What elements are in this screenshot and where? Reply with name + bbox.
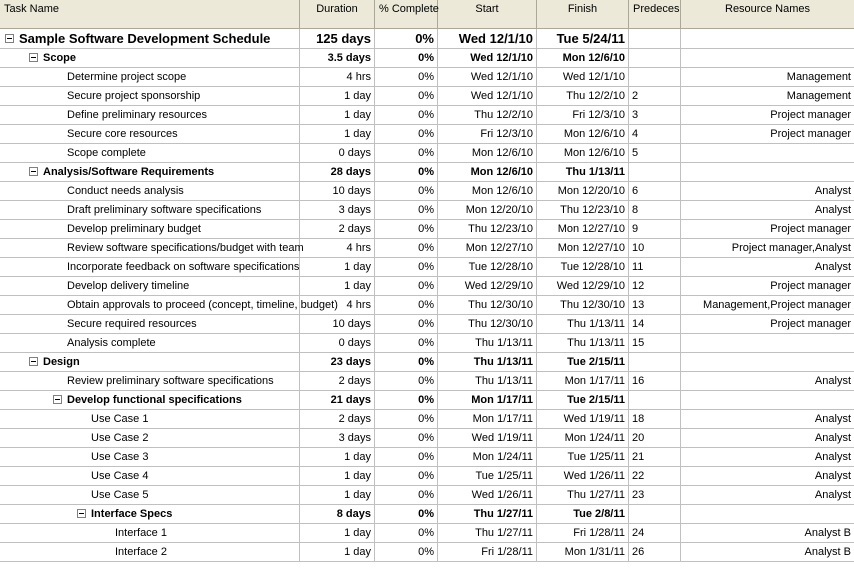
task-name-text: Secure project sponsorship [67,90,201,102]
finish-cell[interactable]: Wed 1/26/11 [537,467,629,485]
percent-complete-cell[interactable]: 0% [375,182,438,200]
finish-cell[interactable]: Mon 12/6/10 [537,144,629,162]
collapse-minus-icon[interactable] [53,395,62,404]
start-cell[interactable]: Thu 1/13/11 [438,372,537,390]
task-name-text: Interface 2 [115,546,167,558]
percent-complete-cell[interactable]: 0% [375,163,438,181]
finish-cell[interactable]: Tue 2/15/11 [537,353,629,371]
task-name-cell[interactable] [0,467,300,485]
percent-complete-cell[interactable]: 0% [375,524,438,542]
duration-cell[interactable]: 10 days [300,315,375,333]
finish-cell[interactable]: Mon 12/27/10 [537,220,629,238]
start-cell[interactable]: Thu 12/23/10 [438,220,537,238]
task-name-text: Interface Specs [91,508,173,520]
finish-cell[interactable]: Fri 12/3/10 [537,106,629,124]
task-name-text: Use Case 2 [91,432,149,444]
task-name-text: Analysis complete [67,337,156,349]
start-cell[interactable]: Thu 1/27/11 [438,505,537,523]
resource-names-cell[interactable]: Project manager [770,223,851,235]
task-name-cell[interactable] [0,87,300,105]
start-cell[interactable]: Thu 12/2/10 [438,106,537,124]
table-row[interactable] [0,68,854,87]
resource-names-cell[interactable]: Analyst [814,432,851,444]
collapse-minus-icon[interactable] [77,509,86,518]
task-name-cell[interactable] [0,163,300,181]
percent-complete-cell[interactable]: 0% [375,68,438,86]
start-cell[interactable]: Fri 1/28/11 [438,543,537,561]
duration-cell[interactable]: 1 day [300,524,375,542]
percent-complete-cell[interactable]: 0% [375,220,438,238]
start-cell[interactable]: Thu 1/27/11 [438,524,537,542]
table-row[interactable] [0,182,854,201]
predecessors-cell[interactable]: 26 [629,543,681,561]
percent-complete-cell[interactable]: 0% [375,410,438,428]
start-cell[interactable]: Mon 1/17/11 [438,391,537,409]
finish-cell[interactable]: Thu 12/30/10 [537,296,629,314]
predecessors-cell[interactable] [629,391,681,409]
duration-cell[interactable]: 1 day [300,448,375,466]
predecessors-cell[interactable]: 22 [629,467,681,485]
summary-row[interactable] [0,49,854,68]
duration-cell[interactable]: 3.5 days [300,49,375,67]
task-name-text: Define preliminary resources [67,109,207,121]
start-cell[interactable]: Thu 1/13/11 [438,353,537,371]
start-cell[interactable]: Wed 12/29/10 [438,277,537,295]
predecessors-cell[interactable]: 11 [629,258,681,276]
duration-cell[interactable]: 1 day [300,87,375,105]
predecessors-cell[interactable] [629,49,681,67]
task-name-text: Determine project scope [67,71,187,83]
summary-row[interactable] [0,505,854,524]
table-row[interactable] [0,486,854,505]
percent-complete-cell[interactable]: 0% [375,334,438,352]
duration-cell[interactable]: 2 days [300,410,375,428]
table-row[interactable] [0,315,854,334]
task-name-cell[interactable] [0,391,300,409]
table-row[interactable] [0,220,854,239]
summary-row[interactable] [0,29,854,49]
duration-cell[interactable]: 3 days [300,429,375,447]
start-cell[interactable]: Mon 12/6/10 [438,163,537,181]
table-row[interactable] [0,296,854,315]
resource-names-cell[interactable]: Analyst [814,261,851,273]
table-body [0,29,854,562]
task-name-cell[interactable] [0,543,300,561]
percent-complete-cell[interactable]: 0% [375,239,438,257]
column-header-predecessors[interactable]: Predeces [629,0,681,28]
percent-complete-cell[interactable]: 0% [375,391,438,409]
duration-cell[interactable]: 4 hrs [300,296,375,314]
task-name-cell[interactable] [0,410,300,428]
finish-cell[interactable]: Tue 5/24/11 [537,29,629,48]
predecessors-cell[interactable]: 2 [629,87,681,105]
collapse-minus-icon[interactable] [29,167,38,176]
resource-names-cell[interactable]: Analyst [814,489,851,501]
summary-row[interactable] [0,391,854,410]
table-header [0,0,854,29]
start-cell[interactable]: Wed 12/1/10 [438,87,537,105]
resource-names-cell[interactable]: Analyst [814,451,851,463]
finish-cell[interactable]: Thu 1/13/11 [537,334,629,352]
task-name-text: Scope complete [67,147,146,159]
predecessors-cell[interactable]: 23 [629,486,681,504]
start-cell[interactable]: Mon 1/17/11 [438,410,537,428]
task-name-text: Secure core resources [67,128,178,140]
percent-complete-cell[interactable]: 0% [375,125,438,143]
task-name-text: Use Case 3 [91,451,149,463]
finish-cell[interactable]: Tue 2/8/11 [537,505,629,523]
resource-names-cell[interactable] [681,391,854,409]
task-name-text: Interface 1 [115,527,167,539]
start-cell[interactable]: Wed 12/1/10 [438,49,537,67]
start-cell[interactable]: Mon 12/6/10 [438,182,537,200]
task-name-cell[interactable] [0,315,300,333]
task-name-cell[interactable] [0,524,300,542]
finish-cell[interactable]: Mon 1/17/11 [537,372,629,390]
task-name-text: Analysis/Software Requirements [43,166,215,178]
table-row[interactable] [0,258,854,277]
resource-names-cell[interactable]: Analyst [814,470,851,482]
duration-cell[interactable]: 1 day [300,125,375,143]
column-header-percent-complete[interactable]: % Complete [375,0,438,28]
percent-complete-cell[interactable]: 0% [375,201,438,219]
duration-cell[interactable]: 21 days [300,391,375,409]
start-cell[interactable]: Thu 12/30/10 [438,315,537,333]
table-row[interactable] [0,334,854,353]
table-row[interactable] [0,467,854,486]
duration-cell[interactable]: 23 days [300,353,375,371]
predecessors-cell[interactable]: 21 [629,448,681,466]
task-name-text: Develop delivery timeline [67,280,190,292]
table-row[interactable] [0,429,854,448]
column-header-finish[interactable]: Finish [537,0,629,28]
predecessors-cell[interactable]: 10 [629,239,681,257]
task-name-cell[interactable] [0,106,300,124]
finish-cell[interactable]: Mon 12/6/10 [537,125,629,143]
percent-complete-cell[interactable]: 0% [375,296,438,314]
duration-cell[interactable]: 3 days [300,201,375,219]
finish-cell[interactable]: Tue 2/15/11 [537,391,629,409]
collapse-minus-icon[interactable] [29,357,38,366]
task-name-cell[interactable] [0,505,300,523]
task-name-text: Obtain approvals to proceed (concept, timeline, budget) [67,299,338,311]
finish-cell[interactable]: Mon 1/24/11 [537,429,629,447]
finish-cell[interactable]: Mon 12/6/10 [537,49,629,67]
duration-cell[interactable]: 10 days [300,182,375,200]
start-cell[interactable]: Mon 12/27/10 [438,239,537,257]
table-row[interactable] [0,372,854,391]
finish-cell[interactable]: Thu 12/23/10 [537,201,629,219]
collapse-minus-icon[interactable] [29,53,38,62]
start-cell[interactable]: Wed 1/26/11 [438,486,537,504]
task-name-text: Secure required resources [67,318,197,330]
percent-complete-cell[interactable]: 0% [375,277,438,295]
task-name-cell[interactable] [0,296,338,314]
table-row[interactable] [0,524,854,543]
percent-complete-cell[interactable]: 0% [375,144,438,162]
finish-cell[interactable]: Wed 12/29/10 [537,277,629,295]
task-name-cell[interactable] [0,182,300,200]
task-name-text: Use Case 1 [91,413,149,425]
table-row[interactable] [0,87,854,106]
percent-complete-cell[interactable]: 0% [375,29,438,48]
finish-cell[interactable]: Wed 1/19/11 [537,410,629,428]
duration-cell[interactable]: 125 days [300,29,375,48]
percent-complete-cell[interactable]: 0% [375,49,438,67]
task-name-cell[interactable] [0,486,300,504]
percent-complete-cell[interactable]: 0% [375,353,438,371]
resource-names-cell[interactable] [681,144,854,162]
resource-names-cell[interactable]: Analyst [814,413,851,425]
task-name-cell[interactable] [0,29,300,48]
table-row[interactable] [0,201,854,220]
duration-cell[interactable]: 4 hrs [300,68,375,86]
column-header-start[interactable]: Start [438,0,537,28]
resource-names-cell[interactable] [681,29,854,48]
task-name-text: Use Case 4 [91,470,149,482]
start-cell[interactable]: Wed 1/19/11 [438,429,537,447]
finish-cell[interactable]: Thu 1/13/11 [537,163,629,181]
task-name-text: Sample Software Development Schedule [19,31,271,46]
start-cell[interactable]: Tue 12/28/10 [438,258,537,276]
resource-names-cell[interactable]: Analyst [814,185,851,197]
finish-cell[interactable]: Thu 12/2/10 [537,87,629,105]
percent-complete-cell[interactable]: 0% [375,448,438,466]
task-name-text: Conduct needs analysis [67,185,184,197]
task-name-text: Use Case 5 [91,489,149,501]
duration-cell[interactable]: 1 day [300,106,375,124]
percent-complete-cell[interactable]: 0% [375,486,438,504]
start-cell[interactable]: Wed 12/1/10 [438,29,537,48]
percent-complete-cell[interactable]: 0% [375,543,438,561]
task-name-text: Develop preliminary budget [67,223,201,235]
table-row[interactable] [0,144,854,163]
resource-names-cell[interactable]: Analyst B [804,527,851,539]
predecessors-cell[interactable]: 16 [629,372,681,390]
resource-names-cell[interactable] [681,49,854,67]
start-cell[interactable]: Mon 12/20/10 [438,201,537,219]
task-name-cell[interactable] [0,277,300,295]
task-name-text: Scope [43,52,77,64]
predecessors-cell[interactable]: 13 [629,296,681,314]
task-name-cell[interactable] [0,144,300,162]
task-name-text: Develop functional specifications [67,394,242,406]
summary-row[interactable] [0,353,854,372]
predecessors-cell[interactable] [629,68,681,86]
start-cell[interactable]: Thu 1/13/11 [438,334,537,352]
duration-cell[interactable]: 2 days [300,220,375,238]
task-name-cell[interactable] [0,125,300,143]
predecessors-cell[interactable]: 24 [629,524,681,542]
predecessors-cell[interactable]: 5 [629,144,681,162]
finish-cell[interactable]: Thu 1/27/11 [537,486,629,504]
predecessors-cell[interactable]: 3 [629,106,681,124]
predecessors-cell[interactable]: 8 [629,201,681,219]
task-name-cell[interactable] [0,258,300,276]
finish-cell[interactable]: Mon 12/27/10 [537,239,629,257]
resource-names-cell[interactable]: Management [786,90,851,102]
task-name-text: Review preliminary software specifications [67,375,274,387]
duration-cell[interactable]: 4 hrs [300,239,375,257]
table-row[interactable] [0,125,854,144]
start-cell[interactable]: Mon 1/24/11 [438,448,537,466]
predecessors-cell[interactable] [629,353,681,371]
task-name-cell[interactable] [0,220,300,238]
task-name-text: Draft preliminary software specifications [67,204,262,216]
resource-names-cell[interactable] [681,334,854,352]
table-row[interactable] [0,448,854,467]
duration-cell[interactable]: 1 day [300,543,375,561]
predecessors-cell[interactable]: 18 [629,410,681,428]
predecessors-cell[interactable] [629,163,681,181]
column-header-resource-names[interactable]: Resource Names [725,3,810,15]
task-name-cell[interactable] [0,239,304,257]
task-name-cell[interactable] [0,372,300,390]
predecessors-cell[interactable] [629,29,681,48]
finish-cell[interactable]: Thu 1/13/11 [537,315,629,333]
percent-complete-cell[interactable]: 0% [375,258,438,276]
predecessors-cell[interactable]: 12 [629,277,681,295]
finish-cell[interactable]: Fri 1/28/11 [537,524,629,542]
task-name-text: Incorporate feedback on software specifications [67,261,300,273]
resource-names-cell[interactable]: Analyst B [804,546,851,558]
collapse-minus-icon[interactable] [5,34,14,43]
table-row[interactable] [0,410,854,429]
table-row[interactable] [0,543,854,562]
start-cell[interactable]: Tue 1/25/11 [438,467,537,485]
duration-cell[interactable]: 0 days [300,144,375,162]
duration-cell[interactable]: 8 days [300,505,375,523]
resource-names-cell[interactable]: Analyst [814,204,851,216]
predecessors-cell[interactable]: 6 [629,182,681,200]
task-name-text: Review software specifications/budget with team [67,242,304,254]
resource-names-cell[interactable]: Project manager [770,109,851,121]
finish-cell[interactable]: Tue 1/25/11 [537,448,629,466]
percent-complete-cell[interactable]: 0% [375,106,438,124]
percent-complete-cell[interactable]: 0% [375,467,438,485]
resource-names-cell[interactable]: Analyst [814,375,851,387]
duration-cell[interactable]: 0 days [300,334,375,352]
start-cell[interactable]: Thu 12/30/10 [438,296,537,314]
percent-complete-cell[interactable]: 0% [375,429,438,447]
resource-names-cell[interactable]: Management,Project manager [703,299,851,311]
predecessors-cell[interactable]: 4 [629,125,681,143]
task-name-cell[interactable] [0,334,300,352]
resource-names-cell[interactable] [681,353,854,371]
finish-cell[interactable]: Wed 12/1/10 [537,68,629,86]
predecessors-cell[interactable]: 14 [629,315,681,333]
duration-cell[interactable]: 1 day [300,467,375,485]
finish-cell[interactable]: Mon 1/31/11 [537,543,629,561]
start-cell[interactable]: Wed 12/1/10 [438,68,537,86]
column-header-duration[interactable]: Duration [300,0,375,28]
finish-cell[interactable]: Mon 12/20/10 [537,182,629,200]
summary-row[interactable] [0,163,854,182]
duration-cell[interactable]: 1 day [300,486,375,504]
resource-names-cell[interactable]: Project manager [770,318,851,330]
task-name-text: Design [43,356,80,368]
table-row[interactable] [0,277,854,296]
resource-names-cell[interactable] [681,163,854,181]
resource-names-cell[interactable]: Project manager [770,280,851,292]
percent-complete-cell[interactable]: 0% [375,315,438,333]
start-cell[interactable]: Fri 12/3/10 [438,125,537,143]
duration-cell[interactable]: 1 day [300,258,375,276]
predecessors-cell[interactable] [629,505,681,523]
predecessors-cell[interactable]: 9 [629,220,681,238]
percent-complete-cell[interactable]: 0% [375,372,438,390]
resource-names-cell[interactable] [681,505,854,523]
task-name-cell[interactable] [0,49,300,67]
task-name-cell[interactable] [0,68,300,86]
finish-cell[interactable]: Tue 12/28/10 [537,258,629,276]
predecessors-cell[interactable]: 20 [629,429,681,447]
task-name-cell[interactable] [0,201,300,219]
table-row[interactable] [0,239,854,258]
duration-cell[interactable]: 1 day [300,277,375,295]
resource-names-cell[interactable]: Project manager [770,128,851,140]
task-name-cell[interactable] [0,448,300,466]
resource-names-cell[interactable]: Project manager,Analyst [731,242,851,254]
resource-names-cell[interactable]: Management [786,71,851,83]
percent-complete-cell[interactable]: 0% [375,87,438,105]
column-header-task-name[interactable]: Task Name [0,0,300,28]
task-name-cell[interactable] [0,429,300,447]
duration-cell[interactable]: 2 days [300,372,375,390]
percent-complete-cell[interactable]: 0% [375,505,438,523]
predecessors-cell[interactable]: 15 [629,334,681,352]
task-name-cell[interactable] [0,353,300,371]
duration-cell[interactable]: 28 days [300,163,375,181]
start-cell[interactable]: Mon 12/6/10 [438,144,537,162]
table-row[interactable] [0,106,854,125]
